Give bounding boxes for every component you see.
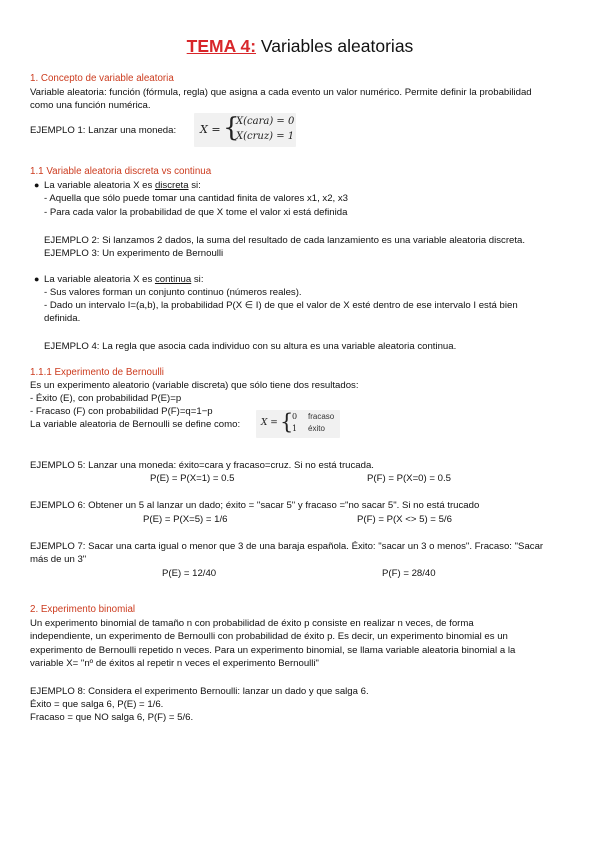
example-7-line-1: EJEMPLO 7: Sacar una carta igual o menor que 3 de una baraja española. Éxito: "sacar un 3 o menos". Fracaso: "Sacar <box>30 541 544 552</box>
example-1: EJEMPLO 1: Lanzar una moneda: <box>30 125 177 136</box>
continua-word: continua <box>154 274 192 285</box>
discreta-definition <box>44 180 201 191</box>
bernoulli-line-2: - Éxito (E), con probabilidad P(E)=p <box>30 393 182 404</box>
discreta-word: discreta <box>154 180 189 191</box>
formula-2-box <box>256 410 340 438</box>
binomial-line-2: independiente, un experimento de Bernoulli con probabilidad de éxito p. Es decir, un experimento binomial es un <box>30 631 508 642</box>
title-lead: TEMA 4: <box>186 36 257 56</box>
section-1-heading: 1. Concepto de variable aleatoria <box>30 73 174 84</box>
formula-1-line-1: X(cara) = 0 <box>236 116 295 127</box>
s1-paragraph-line-2: como una función numérica. <box>30 100 151 111</box>
continua-line-1: - Sus valores forman un conjunto continuo (números reales). <box>44 287 302 298</box>
continua-line-3: definida. <box>44 313 81 324</box>
formula-2-value-1: 0 <box>292 412 298 421</box>
section-1-1-heading: 1.1 Variable aleatoria discreta vs continua <box>30 166 212 177</box>
discreta-pre: La variable aleatoria X es <box>44 180 155 191</box>
formula-1-lhs: X = <box>200 123 221 136</box>
example-6: EJEMPLO 6: Obtener un 5 al lanzar un dado; éxito = "sacar 5" y fracaso ="no sacar 5". Si no está trucado <box>30 500 480 511</box>
discreta-line-2: - Para cada valor la probabilidad de que X tome el valor xi está definida <box>44 207 348 218</box>
bernoulli-line-4: La variable aleatoria de Bernoulli se define como: <box>30 419 241 430</box>
formula-2-value-2: 1 <box>292 424 298 433</box>
example-8-exito: Éxito = que salga 6, P(E) = 1/6. <box>30 699 164 710</box>
title-rest: Variables aleatorias <box>260 36 414 56</box>
continua-pre: La variable aleatoria X es <box>44 274 155 285</box>
example-6-pf: P(F) = P(X <> 5) = 5/6 <box>357 514 452 525</box>
continua-line-2: - Dado un intervalo I=(a,b), la probabilidad P(X ∈ I) de que el valor de X esté dentro de ese intervalo I está bien <box>44 300 518 311</box>
formula-1-line-2: X(cruz) = 1 <box>236 131 295 142</box>
s1-paragraph-line-1: Variable aleatoria: función (fórmula, regla) que asigna a cada evento un valor numérico. Permite definir la probabilidad <box>30 87 532 98</box>
bernoulli-line-3: - Fracaso (F) con probabilidad P(F)=q=1−p <box>30 406 213 417</box>
continua-definition <box>44 274 203 285</box>
example-5-pf: P(F) = P(X=0) = 0.5 <box>367 473 451 484</box>
section-2-heading: 2. Experimento binomial <box>30 604 136 615</box>
example-5: EJEMPLO 5: Lanzar una moneda: éxito=cara y fracaso=cruz. Si no está trucada. <box>30 460 374 471</box>
example-6-pe: P(E) = P(X=5) = 1/6 <box>143 514 228 525</box>
example-5-pe: P(E) = P(X=1) = 0.5 <box>150 473 235 484</box>
continua-post: si: <box>191 274 204 285</box>
discreta-post: si: <box>188 180 201 191</box>
example-2: EJEMPLO 2: Si lanzamos 2 dados, la suma del resultado de cada lanzamiento es una variable aleatoria discreta. <box>44 235 526 246</box>
binomial-line-1: Un experimento binomial de tamaño n con probabilidad de éxito p consiste en realizar n veces, de forma <box>30 618 474 629</box>
example-4: EJEMPLO 4: La regla que asocia cada individuo con su altura es una variable aleatoria continua. <box>44 341 457 352</box>
page-title <box>0 36 600 57</box>
bernoulli-line-1: Es un experimento aleatorio (variable discreta) que sólo tiene dos resultados: <box>30 380 359 391</box>
formula-2-brace: { <box>280 410 294 434</box>
bullet-icon: ● <box>34 180 40 190</box>
bullet-icon: ● <box>34 274 40 284</box>
example-7-line-2: más de un 3" <box>30 554 87 565</box>
binomial-line-3: experimento de Bernoulli repetido n veces. Para un experimento binomial, se llama variable aleatoria binomial a la <box>30 645 516 656</box>
formula-1-box <box>194 113 296 147</box>
formula-2-text-2: éxito <box>308 424 325 433</box>
discreta-line-1: - Aquella que sólo puede tomar una cantidad finita de valores x1, x2, x3 <box>44 193 348 204</box>
example-7-pf: P(F) = 28/40 <box>382 568 436 579</box>
section-1-1-1-heading: 1.1.1 Experimento de Bernoulli <box>30 367 164 378</box>
binomial-line-4: variable X= "nº de éxitos al repetir n veces el experimento Bernoulli" <box>30 658 319 669</box>
example-8: EJEMPLO 8: Considera el experimento Bernoulli: lanzar un dado y que salga 6. <box>30 686 369 697</box>
example-8-fracaso: Fracaso = que NO salga 6, P(F) = 5/6. <box>30 712 194 723</box>
example-7-pe: P(E) = 12/40 <box>162 568 217 579</box>
example-3: EJEMPLO 3: Un experimento de Bernoulli <box>44 248 224 259</box>
formula-1-brace: { <box>223 113 240 143</box>
formula-2-text-1: fracaso <box>308 412 335 421</box>
formula-2-lhs: X = <box>261 418 278 428</box>
